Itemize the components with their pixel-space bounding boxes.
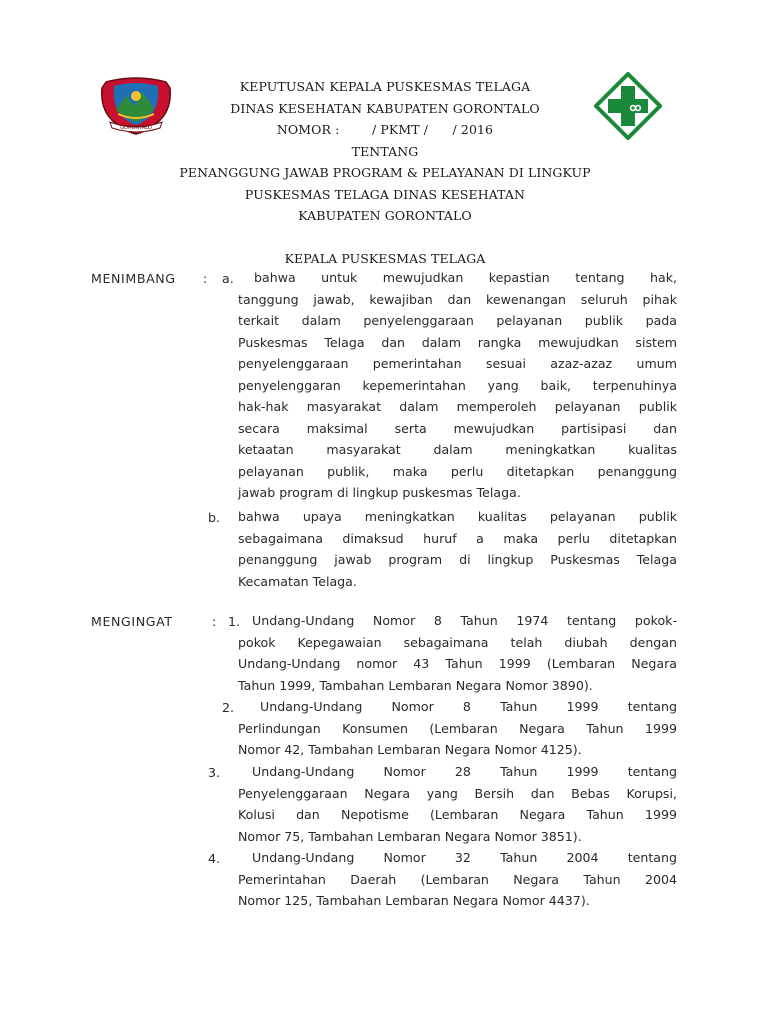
mengingat-1-marker: 1. [228, 614, 241, 629]
header-tentang: TENTANG [351, 143, 419, 159]
mengingat-2-text: Undang-Undang Nomor 8 Tahun 1999 tentang Perlindungan Konsumen (Lembaran Negara Tahun 1999 Nomor 42, Tambahan Lembaran Negara Nomor 4125). [238, 699, 677, 757]
header-subject-2: PUSKESMAS TELAGA DINAS KESEHATAN [244, 186, 526, 202]
header-subject-1: PENANGGUNG JAWAB PROGRAM & PELAYANAN DI LINGKUP [179, 165, 591, 180]
menimbang-colon: : [203, 271, 208, 286]
menimbang-label: MENIMBANG [91, 271, 176, 286]
mengingat-2-marker: 2. [222, 700, 235, 715]
menimbang-a-marker: a. [222, 271, 234, 286]
menimbang-b-marker: b. [208, 510, 220, 525]
mengingat-1-text: Undang-Undang Nomor 8 Tahun 1974 tentang pokok- pokok Kepegawaian sebagaimana telah diubah dengan Undang-Undang nomor 43 Tahun 1999 (Lembaran Negara Tahun 1999, Tambahan Lembaran Negara Nomor 3890). [238, 613, 677, 693]
menimbang-b-text: bahwa upaya meningkatkan kualitas pelayanan publik sebagaimana dimaksud huruf a maka perlu ditetapkan penanggung jawab program di lingkup Puskesmas Telaga Kecamatan Telaga. [238, 509, 677, 589]
header-subject-3: KABUPATEN GORONTALO [298, 208, 472, 223]
mengingat-label: MENGINGAT [91, 614, 173, 629]
header-official: KEPALA PUSKESMAS TELAGA [284, 251, 486, 266]
mengingat-3-text: Undang-Undang Nomor 28 Tahun 1999 tentang Penyelenggaraan Negara yang Bersih dan Bebas Korupsi, Kolusi dan Nepotisme (Lembaran Negara Tahun 1999 Nomor 75, Tambahan Lembaran Negara Nomor 3851). [238, 764, 677, 844]
mengingat-4-text: Undang-Undang Nomor 32 Tahun 2004 tentang Pemerintahan Daerah (Lembaran Negara Tahun 2004 Nomor 125, Tambahan Lembaran Negara Nomor 4437). [238, 850, 677, 908]
crest-ribbon-text: GORONTALO [120, 125, 152, 131]
header-title: KEPUTUSAN KEPALA PUSKESMAS TELAGA [239, 79, 531, 94]
header-number: NOMOR : / PKMT / / 2016 [276, 122, 494, 137]
menimbang-a-text: bahwa untuk mewujudkan kepastian tentang hak, tanggung jawab, kewajiban dan kewenangan seluruh pihak terkait dalam penyelenggaraan pelayanan publik pada Puskesmas Telaga dan dalam rangka mewujudkan sistem penyelenggaraan pemerintahan sesuai azaz-azaz umum penyelenggaran kepemerintahan yang baik, terpenuhinya hak-hak masyarakat dalam memperoleh pelayanan publik secara maksimal serta mewujudkan partisipasi dan ketaatan masyarakat dalam meningkatkan kualitas pelayanan publik, maka perlu ditetapkan penanggung jawab program di lingkup puskesmas Telaga. [238, 270, 677, 500]
mengingat-4-marker: 4. [208, 851, 221, 866]
header-agency: DINAS KESEHATAN KABUPATEN GORONTALO [230, 100, 540, 116]
mengingat-colon: : [212, 614, 217, 629]
document-header [120, 76, 650, 270]
mengingat-3-marker: 3. [208, 765, 221, 780]
